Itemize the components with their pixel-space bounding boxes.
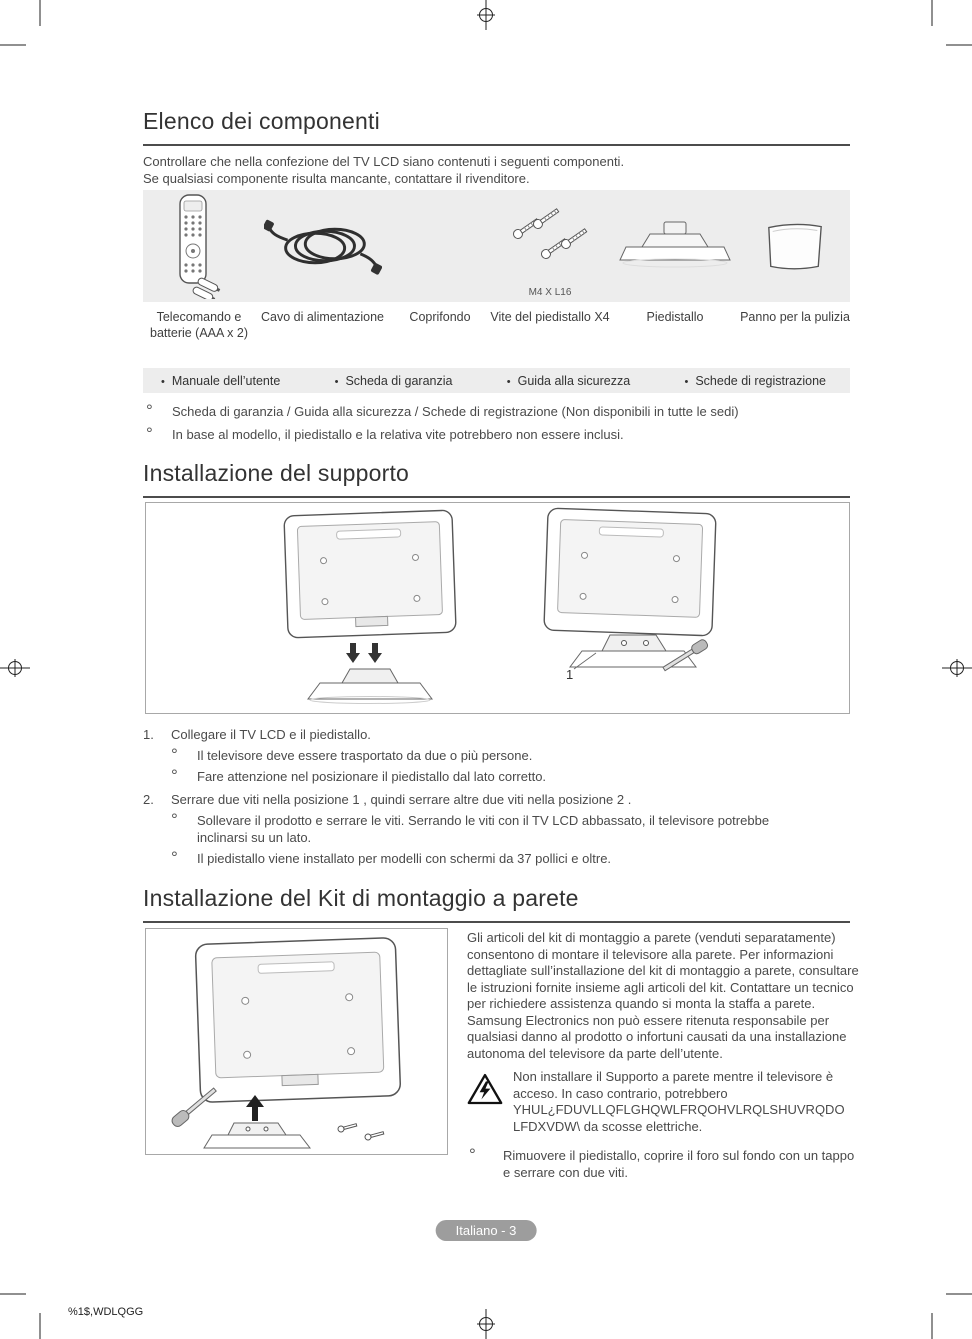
note-mark-icon: ° [171, 810, 178, 829]
included-documents-row [143, 368, 850, 393]
note-text: Il piedistallo viene installato per modelli con schermi da 37 pollici e oltre. [197, 851, 612, 866]
note-mark-icon: ° [469, 1145, 476, 1164]
component-label: Cavo di alimentazione [261, 310, 384, 324]
section-title-components: Elenco dei componenti [143, 108, 380, 134]
note-row [171, 747, 850, 764]
step-text: Serrare due viti nella posizione 1 , quindi serrare altre due viti nella posizione 2 . [171, 792, 632, 807]
component-notes [146, 403, 851, 449]
power-cable-icon [264, 214, 382, 278]
note-row [146, 426, 851, 443]
doc-item [335, 374, 453, 388]
note-text: Scheda di garanzia / Guida alla sicurezza / Schede di registrazione (Non disponibili in tutte le sedi) [172, 404, 739, 419]
cloth-image-cell [740, 190, 850, 302]
component-power-cable [255, 190, 390, 341]
wall-mount-text-column [467, 930, 859, 1181]
step-number: 1. [143, 727, 154, 742]
screwdriver-icon [170, 1085, 218, 1128]
doc-item [161, 374, 280, 388]
doc-item-label: Schede di registrazione [695, 373, 826, 388]
components-table [143, 190, 850, 341]
screws-image-cell [490, 190, 610, 302]
step-2 [143, 791, 850, 808]
component-label: Vite del piedistallo X4 [490, 310, 610, 324]
warning-block [467, 1069, 859, 1135]
note-mark-icon: ° [171, 766, 178, 785]
stand-installation-illustration [146, 503, 849, 713]
title-rule [143, 144, 850, 146]
stand-installation-steps [143, 726, 850, 867]
note-text: In base al modello, il piedistallo e la relativa vite potrebbero non essere inclusi. [172, 427, 624, 442]
component-label: Telecomando e batterie (AAA x 2) [150, 310, 248, 340]
note-mark-icon: ° [171, 745, 178, 764]
screws-icon [504, 200, 596, 278]
doc-item-label: Manuale dell’utente [171, 373, 281, 388]
figure-step-label: 1 [566, 667, 574, 682]
note-mark-icon: ° [171, 848, 178, 867]
step-text: Collegare il TV LCD e il piedistallo. [171, 727, 371, 742]
stand-installation-figure [145, 502, 850, 714]
component-label: Piedistallo [646, 310, 704, 324]
step-1 [143, 726, 850, 743]
wall-mount-illustration [146, 929, 447, 1154]
remote-image-cell [143, 190, 255, 302]
wall-mount-paragraph-1: Gli articoli del kit di montaggio a parete (venduti separatamente) consentono di montare il televisore alla parete. Per informazioni dettagliate sull’installazione del kit di montaggio a parete, consultare le istruzioni fornite insieme agli articoli del kit. Contattare un tecnico per richiedere assistenza quando si monta la staffa a parete. [467, 930, 859, 1011]
wall-mount-paragraph-2: Samsung Electronics non può essere ritenuta responsabile per qualsiasi danno al prodotto o infortuni causati da una installazione autonoma del televisore da parte dell’utente. [467, 1012, 847, 1061]
intro-line-1: Controllare che nella confezione del TV LCD siano contenuti i seguenti componenti. [143, 154, 625, 169]
note-mark-icon: ° [146, 424, 153, 443]
warning-triangle-icon [467, 1069, 505, 1135]
component-bottom-cover [390, 190, 490, 341]
page-number-badge: Italiano - 3 [436, 1220, 537, 1241]
wall-mount-figure [145, 928, 448, 1155]
component-label: Coprifondo [409, 310, 471, 324]
doc-item [507, 374, 630, 388]
note-row [467, 1147, 859, 1181]
doc-item-label: Guida alla sicurezza [517, 373, 631, 388]
note-text: Rimuovere il piedistallo, coprire il foro sul fondo con un tappo e serrare con due viti. [503, 1148, 855, 1180]
step-number: 2. [143, 792, 154, 807]
note-mark-icon: ° [146, 401, 153, 420]
note-row [171, 812, 850, 846]
doc-item-label: Scheda di garanzia [345, 373, 453, 388]
screw-size-caption: M4 X L16 [528, 287, 572, 298]
note-text: Sollevare il prodotto e serrare le viti. Serrando le viti con il TV LCD abbassato, il televisore potrebbe inclinarsi su un lato. [197, 813, 770, 845]
cloth-icon [763, 217, 827, 275]
note-row [171, 768, 850, 785]
component-screws [490, 190, 610, 341]
title-rule [143, 496, 850, 498]
note-row [171, 850, 850, 867]
bullet: • [334, 375, 339, 388]
intro-line-2: Se qualsiasi componente risulta mancante, contattare il rivenditore. [143, 171, 530, 186]
power-cable-image-cell [255, 190, 390, 302]
note-row [146, 403, 851, 420]
bottom-cover-image-cell [390, 190, 490, 302]
stand-image-cell [610, 190, 740, 302]
component-cloth [740, 190, 850, 341]
bullet: • [161, 375, 165, 388]
note-text: Fare attenzione nel posizionare il piedistallo dal lato corretto. [197, 769, 547, 784]
bullet: • [506, 375, 511, 388]
note-text: Il televisore deve essere trasportato da due o più persone. [197, 748, 533, 763]
section-title-stand-install: Installazione del supporto [143, 460, 410, 486]
component-remote [143, 190, 255, 341]
component-stand [610, 190, 740, 341]
warning-text: Non installare il Supporto a parete mentre il televisore è acceso. In caso contrario, potrebbero YHUL¿FDUVLLQFLGHQWLFRQOHVLRQLSHUVRQDOLFDXVDW\ da scosse elettriche. [513, 1069, 845, 1134]
section-title-wall-mount: Installazione del Kit di montaggio a parete [143, 885, 579, 911]
remote-icon [164, 193, 234, 299]
title-rule [143, 921, 850, 923]
bullet: • [684, 375, 689, 388]
stand-icon [619, 220, 731, 272]
document-file-code: %1$,WDLQGG [68, 1306, 144, 1318]
doc-item [684, 374, 826, 388]
component-label: Panno per la pulizia [740, 310, 850, 324]
